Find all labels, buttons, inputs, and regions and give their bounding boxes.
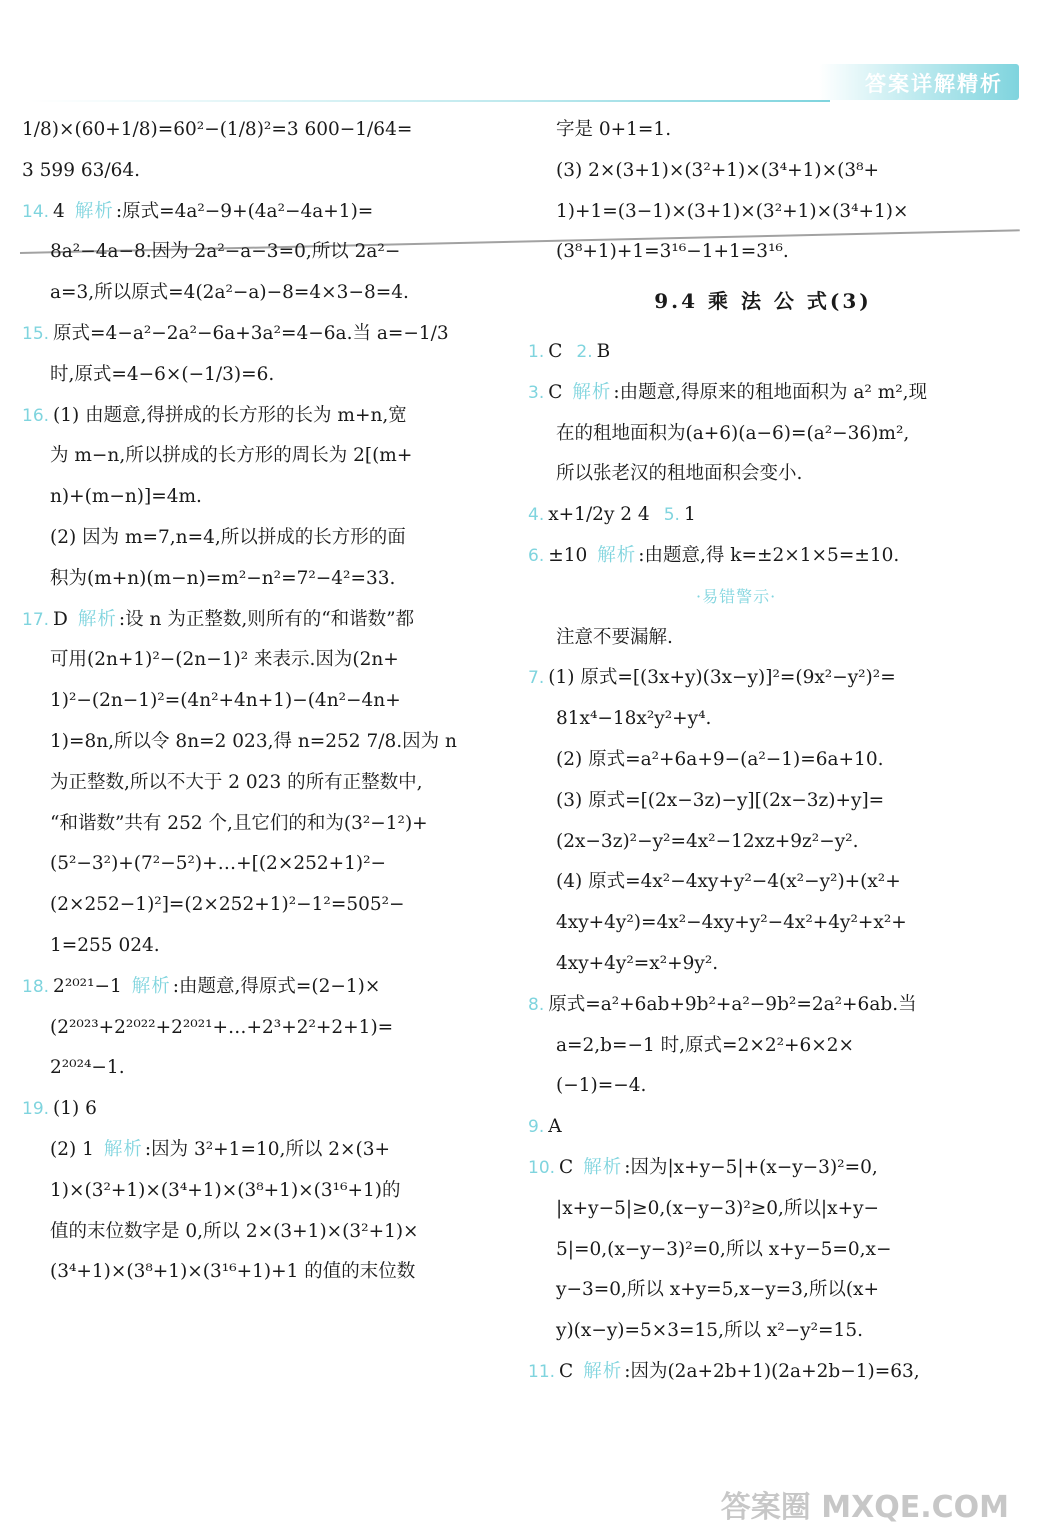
question-number: 7.	[528, 668, 545, 689]
question-number: 9.	[528, 1117, 545, 1138]
question-number: 15.	[22, 323, 50, 344]
text-line	[22, 232, 487, 273]
text-line	[528, 495, 998, 536]
text-line	[528, 232, 998, 273]
text-line	[528, 1107, 998, 1148]
answer-text: 1)×(3²+1)×(3⁴+1)×(3⁸+1)×(3¹⁶+1)的	[50, 1179, 401, 1201]
text-line	[528, 151, 998, 192]
answer-text: (1) 6	[53, 1098, 97, 1120]
answer-text: (3) 2×(3+1)×(3²+1)×(3⁴+1)×(3⁸+	[556, 159, 880, 181]
text-line	[528, 110, 998, 151]
analysis-text: :因为|x+y−5|+(x−y−3)²=0,	[624, 1156, 878, 1178]
text-line	[22, 192, 487, 233]
question-number: 11.	[528, 1361, 556, 1382]
text-line	[22, 477, 487, 518]
answer-text: y−3=0,所以 x+y=5,x−y=3,所以(x+	[556, 1279, 879, 1301]
question-number: 16.	[22, 405, 50, 426]
answer-text: (2) 因为 m=7,n=4,所以拼成的长方形的面	[50, 526, 406, 548]
text-line	[22, 967, 487, 1008]
answer-text: 时,原式=4−6×(−1/3)=6.	[50, 363, 275, 385]
text-line	[528, 822, 998, 863]
text-line	[22, 110, 487, 151]
question-number: 3.	[528, 382, 545, 403]
section-title: 9.4 乘 法 公 式(3)	[654, 289, 872, 314]
answer-text: (3) 原式=[(2x−3z)−y][(2x−3z)+y]=	[556, 789, 885, 811]
answer-text: n)+(m−n)]=4m.	[50, 486, 202, 508]
answer-text: 可用(2n+1)²−(2n−1)² 来表示.因为(2n+	[50, 649, 399, 671]
text-line	[22, 1089, 487, 1130]
answer-text: 原式=4−a²−2a²−6a+3a²=4−6a.当 a=−1/3	[53, 322, 449, 344]
answer-text: 81x⁴−18x²y²+y⁴.	[556, 708, 712, 730]
answer-text: (4) 原式=4x²−4xy+y²−4(x²−y²)+(x²+	[556, 871, 901, 893]
answer-text: C	[559, 1360, 574, 1382]
text-line	[528, 740, 998, 781]
answer-text: 1	[683, 504, 696, 526]
text-line	[22, 885, 487, 926]
question-number: 4.	[528, 505, 545, 526]
answer-text: 2²⁰²⁴−1.	[50, 1057, 125, 1079]
question-number: 5.	[663, 505, 680, 526]
analysis-label: 解析	[572, 381, 612, 403]
answer-text: 5|=0,(x−y−3)²=0,所以 x+y−5=0,x−	[556, 1238, 892, 1260]
text-line	[528, 699, 998, 740]
question-number: 6.	[528, 545, 545, 566]
right-column	[528, 110, 998, 1393]
answer-text: 1/8)×(60+1/8)=60²−(1/8)²=3 600−1/64=	[22, 119, 413, 140]
analysis-text: :由题意,得原来的租地面积为 a² m²,现	[613, 381, 928, 403]
analysis-label: 解析	[597, 544, 637, 566]
answer-text: 1)+1=(3−1)×(3+1)×(3²+1)×(3⁴+1)×	[556, 200, 909, 222]
analysis-label: 解析	[74, 200, 114, 222]
text-line	[528, 985, 998, 1026]
answer-text: C	[548, 381, 563, 403]
answer-text: (3⁸+1)+1=3¹⁶−1+1=3¹⁶.	[556, 241, 789, 263]
answer-text: 为 m−n,所以拼成的长方形的周长为 2[(m+	[50, 445, 413, 467]
text-line	[528, 1066, 998, 1107]
question-number: 17.	[22, 609, 50, 630]
text-line	[528, 332, 998, 373]
answer-text: 值的末位数字是 0,所以 2×(3+1)×(3²+1)×	[50, 1220, 419, 1242]
text-line	[528, 903, 998, 944]
answer-text: 4	[53, 200, 65, 222]
text-line	[22, 314, 487, 355]
answer-text: 字是 0+1=1.	[556, 119, 672, 140]
text-line	[528, 862, 998, 903]
answer-text: ±10	[548, 544, 588, 566]
text-line	[22, 559, 487, 600]
answer-text: a=3,所以原式=4(2a²−a)−8=4×3−8=4.	[50, 282, 409, 304]
question-number: 10.	[528, 1157, 556, 1178]
text-line	[528, 1352, 998, 1393]
text-line	[22, 681, 487, 722]
text-line	[22, 844, 487, 885]
answer-text: (2) 原式=a²+6a+9−(a²−1)=6a+10.	[556, 748, 884, 770]
answer-text: (2) 1	[50, 1138, 94, 1160]
text-line	[22, 640, 487, 681]
text-line	[22, 600, 487, 641]
answer-text: A	[548, 1116, 562, 1138]
question-number: 18.	[22, 976, 50, 997]
page-header	[0, 0, 1037, 110]
question-number: 19.	[22, 1099, 50, 1120]
answer-text: 1)²−(2n−1)²=(4n²+4n+1)−(4n²−4n+	[50, 690, 401, 712]
analysis-text: :由题意,得原式=(2−1)×	[172, 975, 381, 997]
text-line	[22, 1008, 487, 1049]
answer-text: 2²⁰²¹−1	[53, 975, 122, 997]
answer-text: 4xy+4y²)=4x²−4xy+y²−4x²+4y²+x²+	[556, 912, 907, 934]
answer-text: 原式=a²+6ab+9b²+a²−9b²=2a²+6ab.当	[548, 993, 917, 1015]
answer-text: “和谐数”共有 252 个,且它们的和为(3²−1²)+	[50, 812, 428, 834]
answer-text: C	[548, 340, 563, 362]
answer-text: 在的租地面积为(a+6)(a−6)=(a²−36)m²,	[556, 422, 910, 444]
text-line	[22, 151, 487, 192]
analysis-label: 解析	[77, 608, 117, 630]
answer-text: 3 599 63/64.	[22, 159, 141, 181]
question-number: 1.	[528, 341, 545, 362]
text-line	[528, 658, 998, 699]
answer-text: x+1/2y 2 4	[548, 504, 650, 526]
analysis-label: 解析	[583, 1360, 623, 1382]
answer-text: (5²−3²)+(7²−5²)+…+[(2×252+1)²−	[50, 853, 387, 875]
text-line	[528, 1026, 998, 1067]
question-number: 8.	[528, 994, 545, 1015]
analysis-text: :由题意,得 k=±2×1×5=±10.	[638, 544, 900, 566]
text-line	[22, 518, 487, 559]
text-line	[528, 781, 998, 822]
answer-text: (2×252−1)²]=(2×252+1)²−1²=505²−	[50, 894, 405, 916]
analysis-text: :因为(2a+2b+1)(2a+2b−1)=63,	[624, 1360, 920, 1382]
text-line	[528, 1311, 998, 1352]
answer-text: y)(x−y)=5×3=15,所以 x²−y²=15.	[556, 1320, 863, 1342]
watermark: 答案圈 MXQE.COM	[720, 1490, 1009, 1525]
answer-text: 8a²−4a−8.因为 2a²−a−3=0,所以 2a²−	[50, 241, 401, 263]
text-line	[528, 373, 998, 414]
answer-text: (2x−3z)²−y²=4x²−12xz+9z²−y².	[556, 830, 859, 852]
analysis-label: 解析	[583, 1156, 623, 1178]
answer-text: a=2,b=−1 时,原式=2×2²+6×2×	[556, 1034, 855, 1056]
text-line	[22, 273, 487, 314]
question-number: 14.	[22, 201, 50, 222]
answer-text: 注意不要漏解.	[556, 626, 673, 648]
text-line	[528, 618, 998, 659]
text-line	[22, 396, 487, 437]
note-title: ·易错警示·	[696, 586, 777, 606]
text-line	[22, 1252, 487, 1293]
answer-text: 为正整数,所以不大于 2 023 的所有正整数中,	[50, 771, 423, 793]
text-line	[22, 1212, 487, 1253]
answer-text: 1=255 024.	[50, 934, 160, 956]
text-line	[22, 1048, 487, 1089]
text-line	[22, 355, 487, 396]
text-line	[528, 536, 998, 577]
text-line	[22, 1171, 487, 1212]
text-line	[528, 1148, 998, 1189]
text-line	[528, 192, 998, 233]
text-line	[22, 1130, 487, 1171]
question-number: 2.	[576, 341, 593, 362]
header-title: 答案详解精析	[865, 72, 1003, 96]
text-line	[22, 436, 487, 477]
answer-text: D	[53, 608, 68, 630]
text-line	[528, 1189, 998, 1230]
analysis-text: :原式=4a²−9+(4a²−4a+1)=	[115, 200, 374, 222]
answer-text: B	[596, 340, 611, 362]
answer-text: (3⁴+1)×(3⁸+1)×(3¹⁶+1)+1 的值的末位数	[50, 1261, 416, 1283]
answer-text: 所以张老汉的租地面积会变小.	[556, 463, 803, 485]
text-line	[528, 944, 998, 985]
right-column-main	[528, 332, 998, 1393]
text-line	[22, 722, 487, 763]
analysis-text: :因为 3²+1=10,所以 2×(3+	[144, 1138, 391, 1160]
answer-text: 积为(m+n)(m−n)=m²−n²=7²−4²=33.	[50, 567, 396, 589]
answer-text: C	[559, 1156, 574, 1178]
text-line	[22, 804, 487, 845]
answer-text: (2²⁰²³+2²⁰²²+2²⁰²¹+…+2³+2²+2+1)=	[50, 1016, 394, 1038]
analysis-text: :设 n 为正整数,则所有的“和谐数”都	[118, 608, 415, 630]
text-line	[528, 1230, 998, 1271]
left-column	[22, 110, 487, 1293]
answer-text: |x+y−5|≥0,(x−y−3)²≥0,所以|x+y−	[556, 1197, 880, 1219]
right-column-top	[528, 110, 998, 273]
text-line	[528, 454, 998, 495]
answer-text: (−1)=−4.	[556, 1075, 647, 1097]
text-line	[528, 414, 998, 455]
answer-text: (1) 原式=[(3x+y)(3x−y)]²=(9x²−y²)²=	[548, 667, 896, 689]
text-line	[528, 1270, 998, 1311]
text-line	[22, 763, 487, 804]
answer-text: 4xy+4y²=x²+9y².	[556, 952, 719, 974]
answer-text: 1)=8n,所以令 8n=2 023,得 n=252 7/8.因为 n	[50, 730, 457, 752]
analysis-label: 解析	[131, 975, 171, 997]
header-divider	[30, 100, 830, 102]
analysis-label: 解析	[103, 1138, 143, 1160]
text-line	[22, 926, 487, 967]
answer-text: (1) 由题意,得拼成的长方形的长为 m+n,宽	[53, 404, 407, 426]
